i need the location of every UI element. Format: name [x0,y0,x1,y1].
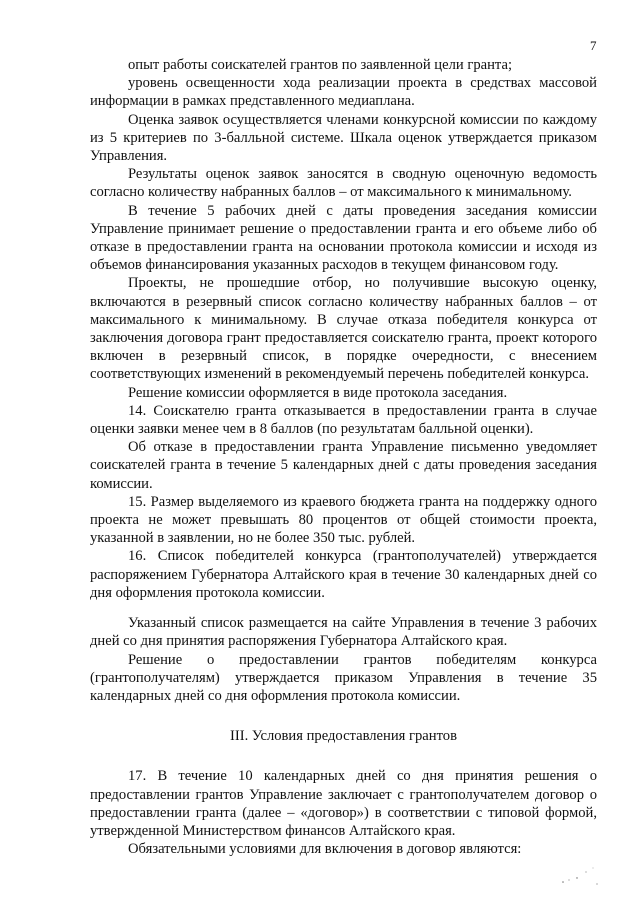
paragraph-item-16: 16. Список победителей конкурса (грантополучателей) утверждается распоряжением Губернатора Алтайского края в течение 30 календарных дней со дня оформления протокола комиссии. [90,548,597,601]
section-heading: III. Условия предоставления грантов [230,728,457,745]
scan-smudge-marks [555,860,605,890]
paragraph-mandatory-conditions: Обязательными условиями для включения в договор являются: [128,841,522,858]
paragraph-results: Результаты оценок заявок заносятся в сводную оценочную ведомость согласно количеству набранных баллов – от максимального к минимальному. [90,166,597,201]
paragraph-reserve-list: Проекты, не прошедшие отбор, но получившие высокую оценку, включаются в резервный список согласно количеству набранных баллов – от максимального к минимальному. В случае отказа победителя конкурса от заключения договора грант предоставляется соискателю гранта, проект которого включен в резервный список, в порядке очередности, с внесением соответствующих изменений в рекомендуемый перечень победителей конкурса. [90,275,597,383]
page-number: 7 [590,38,597,53]
paragraph-experience: опыт работы соискателей грантов по заявленной цели гранта; [128,57,512,73]
paragraph-order-approval: Решение о предоставлении грантов победителям конкурса (грантополучателям) утверждается приказом Управления в течение 35 календарных дней со дня оформления протокола комиссии. [90,651,597,704]
paragraph-media-coverage: уровень освещенности хода реализации проекта в средствах массовой информации в рамках представленного медиаплана. [90,75,597,110]
paragraph-evaluation: Оценка заявок осуществляется членами конкурсной комиссии по каждому из 5 критериев по 3-балльной системе. Шкала оценок утверждается приказом Управления. [90,111,597,165]
paragraph-refusal-notice: Об отказе в предоставлении гранта Управление письменно уведомляет соискателей гранта в течение 5 календарных дней с даты проведения заседания комиссии. [90,439,597,492]
paragraph-item-14: 14. Соискателю гранта отказывается в предоставлении гранта в случае оценки заявки менее чем в 8 баллов (по результатам балльной оценки). [90,402,597,438]
paragraph-protocol: Решение комиссии оформляется в виде протокола заседания. [128,384,508,401]
paragraph-item-17: 17. В течение 10 календарных дней со дня принятия решения о предоставлении грантов Управление заключает с грантополучателем договор о предоставлении гранта (далее – «договор») в соответствии с типовой формой, утвержденной Министерством финансов Алтайского края. [90,768,597,839]
paragraph-list-publication: Указанный список размещается на сайте Управления в течение 3 рабочих дней со дня принятия распоряжения Губернатора Алтайского края. [90,615,597,650]
paragraph-item-15: 15. Размер выделяемого из краевого бюджета гранта на поддержку одного проекта не может превышать 80 процентов от общей стоимости проекта, указанной в заявлении, но не более 350 тыс. рублей. [90,493,597,547]
document-body [90,56,597,858]
paragraph-decision: В течение 5 рабочих дней с даты проведения заседания комиссии Управление принимает решение о предоставлении гранта и его объеме либо об отказе в предоставлении гранта на основании протокола комиссии и исходя из объемов финансирования указанных расходов в текущем финансовом году. [90,202,597,274]
